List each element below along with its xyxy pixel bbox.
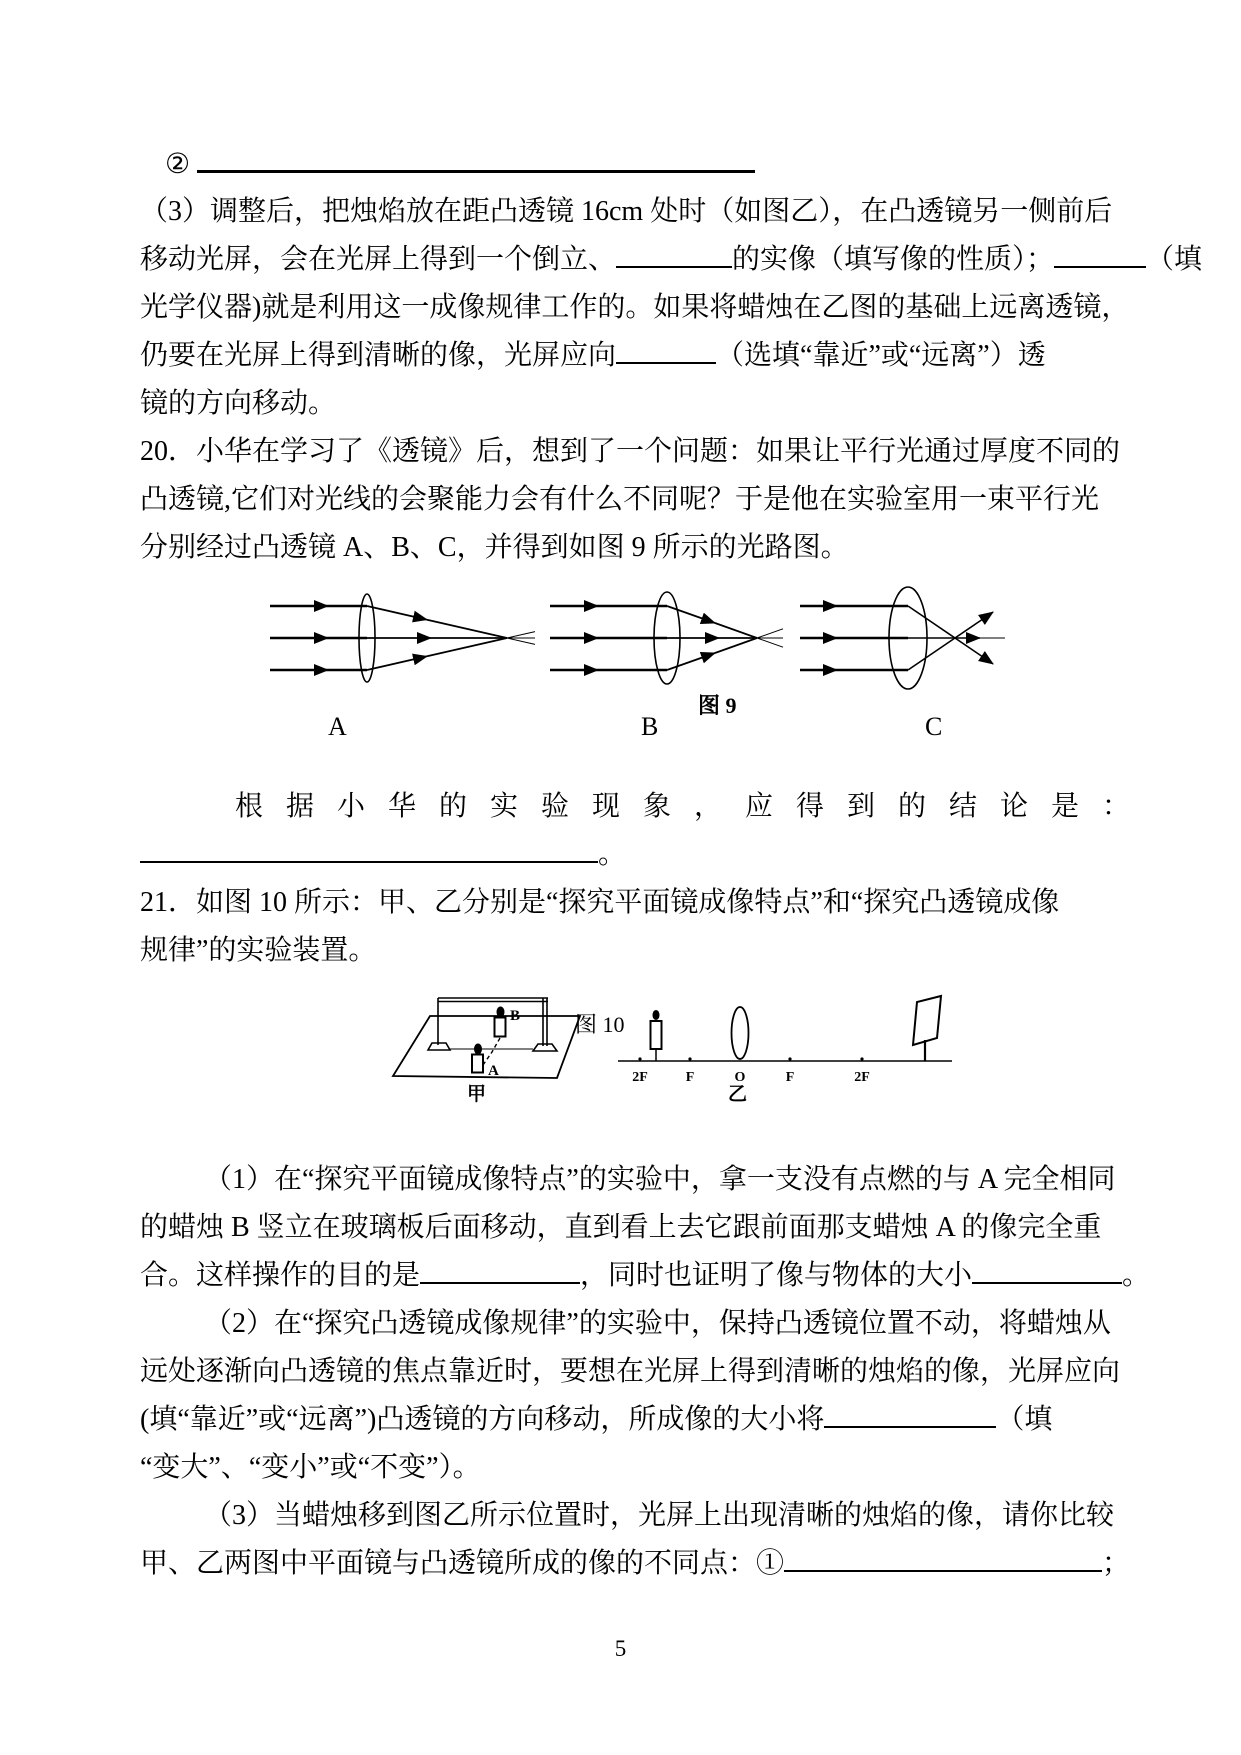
- q19-sub3-line4: 仍要在光屏上得到清晰的像，光屏应向 （选填“靠近”或“远离”）透: [140, 332, 1230, 380]
- answer-blank-optical-instrument: [1054, 236, 1146, 268]
- candle-a-flame: [475, 1044, 482, 1054]
- candle-a-label: A: [488, 1063, 499, 1079]
- lens-bench-setup: [618, 996, 952, 1061]
- candle-b-label: B: [510, 1008, 521, 1024]
- lens-b-incoming-rays: [550, 606, 667, 670]
- figure10-right-label: 乙: [728, 1084, 748, 1105]
- bench-candle-body: [651, 1021, 662, 1049]
- lens-a-postfocus-rays: [507, 632, 535, 645]
- answer-blank-screen-direction: [616, 332, 716, 364]
- plane-mirror-setup: [393, 998, 580, 1078]
- bench-candle: [651, 1011, 662, 1062]
- lens-a-incoming-rays: [270, 606, 367, 670]
- q21-sub1-line3: 合。这样操作的目的是 ，同时也证明了像与物体的大小 。: [140, 1252, 1230, 1300]
- page-content: [140, 140, 1230, 1588]
- circled-2-marker: ②: [165, 149, 191, 180]
- lens-b-postfocus-rays: [757, 629, 783, 647]
- figure9-ray-diagrams: [140, 585, 1230, 783]
- q20-line2: 凸透镜,它们对光线的会聚能力会有什么不同呢？于是他在实验室用一束平行光: [140, 484, 1100, 515]
- lens-c-incoming-rays: [800, 606, 908, 670]
- answer-blank-purpose: [420, 1252, 580, 1284]
- candle-a-front: [472, 1044, 483, 1073]
- figure9-label-a: A: [328, 712, 347, 741]
- q19-item2-line: [140, 140, 1230, 188]
- q21-sub2-line3: (填“靠近”或“远离”)凸透镜的方向移动，所成像的大小将 （填: [140, 1396, 1230, 1444]
- figure10-left-label: 甲: [467, 1084, 487, 1105]
- screen-panel: [913, 996, 941, 1045]
- figure9-label-c: C: [925, 712, 943, 741]
- answer-blank-q19-item2: [197, 140, 755, 173]
- page-number: 5: [614, 1636, 627, 1661]
- q20-conclusion-line: 根据小华的实验现象，应得到的结论是：: [235, 791, 1154, 822]
- answer-blank-size-relation: [972, 1252, 1122, 1284]
- candle-b-behind-glass: [495, 1007, 506, 1037]
- q19-sub3-line2: 移动光屏，会在光屏上得到一个倒立、 的实像（填写像的性质）； （填: [140, 236, 1230, 284]
- q21-sub1-line2: 的蜡烛 B 竖立在玻璃板后面移动，直到看上去它跟前面那支蜡烛 A 的像完全重: [140, 1212, 1102, 1243]
- sight-line-dashed: [483, 1038, 500, 1065]
- q21-sub2-line4: “变大”、“变小”或“不变”）。: [140, 1452, 481, 1483]
- lens-a-diagram: [270, 594, 535, 682]
- glass-plate-frame: [428, 998, 557, 1051]
- light-screen: [913, 996, 941, 1061]
- q19-sub3-line1: （3）调整后，把烛焰放在距凸透镜 16cm 处时（如图乙），在凸透镜另一侧前后: [140, 196, 1113, 227]
- q21-sub2-line1: （2）在“探究凸透镜成像规律”的实验中，保持凸透镜位置不动，将蜡烛从: [204, 1308, 1111, 1339]
- candle-b-flame: [497, 1007, 504, 1017]
- axis-2f-left-label: 2F: [632, 1070, 648, 1085]
- lens-b-diagram: [550, 592, 783, 684]
- answer-blank-image-size-change: [824, 1396, 996, 1428]
- axis-f-left-label: F: [685, 1070, 695, 1085]
- lens-c-diagram: [800, 587, 1005, 689]
- candle-b-body: [495, 1018, 506, 1037]
- q20-line3: 分别经过凸透镜 A、B、C，并得到如图 9 所示的光路图。: [140, 532, 849, 563]
- figure10-svg: [370, 988, 970, 1123]
- lens-c-refracted-rays: [908, 606, 1005, 670]
- figure9-caption: 图 9: [698, 693, 737, 718]
- candle-a-body: [472, 1055, 483, 1073]
- figure9-label-b: B: [641, 712, 659, 741]
- axis-o-label: O: [734, 1070, 746, 1085]
- q21-sub3-line1: （3）当蜡烛移到图乙所示位置时，光屏上出现清晰的烛焰的像，请你比较: [204, 1500, 1115, 1531]
- axis-f-right-label: F: [785, 1070, 795, 1085]
- q19-sub3-line3: 光学仪器)就是利用这一成像规律工作的。如果将蜡烛在乙图的基础上远离透镜，: [140, 292, 1130, 323]
- frame-foot-right: [533, 1044, 557, 1051]
- lens-a-refracted-rays: [367, 606, 507, 670]
- convex-lens: [732, 1007, 749, 1059]
- bench-candle-flame: [653, 1011, 659, 1020]
- answer-blank-image-property: [616, 236, 732, 268]
- bench-tick-dots: [638, 1057, 863, 1060]
- lens-b-refracted-rays: [667, 606, 757, 670]
- table-surface: [393, 1016, 580, 1078]
- frame-foot-left: [428, 1043, 450, 1050]
- figure10-caption: 图 10: [575, 1012, 625, 1037]
- q21-line2: 规律”的实验装置。: [140, 935, 377, 966]
- circled-1-marker: ①: [756, 1548, 785, 1579]
- q21-line1: 21．如图 10 所示：甲、乙分别是“探究平面镜成像特点”和“探究凸透镜成像: [140, 887, 1060, 918]
- q21-sub1-line1: （1）在“探究平面镜成像特点”的实验中，拿一支没有点燃的与 A 完全相同: [204, 1164, 1116, 1195]
- q21-sub3-line2: 甲、乙两图中平面镜与凸透镜所成的像的不同点：① ；: [140, 1540, 1230, 1588]
- q20-line1: 20．小华在学习了《透镜》后，想到了一个问题：如果让平行光通过厚度不同的: [140, 436, 1121, 467]
- q20-conclusion-blank-line: 。: [140, 831, 1230, 879]
- axis-2f-right-label: 2F: [854, 1070, 870, 1085]
- q21-sub2-line2: 远处逐渐向凸透镜的焦点靠近时，要想在光屏上得到清晰的烛焰的像，光屏应向: [140, 1356, 1121, 1387]
- q19-sub3-line5: 镜的方向移动。: [140, 388, 337, 419]
- figure9-svg: [205, 585, 1015, 745]
- answer-blank-difference-1: [784, 1540, 1102, 1572]
- answer-blank-q20-conclusion: [140, 831, 598, 863]
- figure10-apparatus: [140, 988, 1230, 1156]
